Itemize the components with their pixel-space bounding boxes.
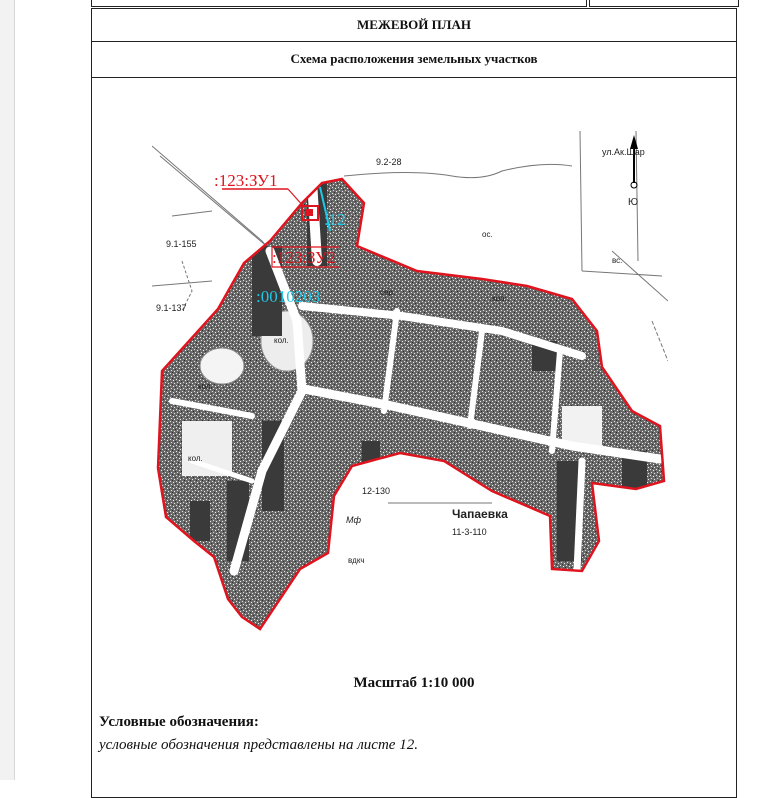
label-kol-1: кол. (198, 382, 213, 391)
label-street: ул.Ак.Шар (602, 147, 645, 157)
label-mf: Мф (346, 515, 362, 525)
label-kol-2: кол. (274, 336, 289, 345)
document-page (91, 8, 737, 798)
label-code-92-28: 9.2-28 (376, 157, 402, 167)
legend-text: условные обозначения представлены на листе 12. (99, 737, 418, 753)
label-quarter: :0010203 (256, 287, 321, 306)
label-code-113-110: 11-3-110 (452, 527, 487, 537)
label-parcel-12: :12 (324, 210, 346, 229)
label-kol-3: кол. (492, 294, 507, 303)
legend-title: Условные обозначения: (99, 714, 259, 730)
zu1-leader (288, 189, 304, 207)
label-village: Чапаевка (452, 507, 508, 521)
label-sep: сер. (380, 288, 396, 297)
label-code-91-137: 9.1-137 (156, 303, 187, 313)
page-edge-strip (0, 0, 15, 780)
map-scale: Масштаб 1:10 000 (353, 675, 475, 691)
settlement-fill (152, 121, 668, 647)
label-parcel-zu1: :123:ЗУ1 (214, 171, 278, 190)
label-kol-4: кол. (188, 454, 203, 463)
parcel-zu1-marker-fill (305, 209, 313, 216)
label-code-12-130: 12-130 (362, 486, 391, 496)
previous-page-cell (589, 0, 739, 7)
label-vs: вс. (612, 256, 623, 265)
label-os: ос. (482, 230, 493, 239)
label-parcel-zu2: :123:ЗУ2 (272, 248, 336, 267)
section-title: Схема расположения земельных участков (92, 42, 736, 78)
map-svg (152, 121, 668, 647)
previous-page-cell (91, 0, 587, 7)
label-vdkch: вдкч (348, 556, 365, 565)
label-code-91-155: 9.1-155 (166, 239, 197, 249)
label-compass-south: Ю (628, 197, 639, 208)
document-title: МЕЖЕВОЙ ПЛАН (92, 9, 736, 42)
parcel-layout-map (152, 121, 668, 647)
